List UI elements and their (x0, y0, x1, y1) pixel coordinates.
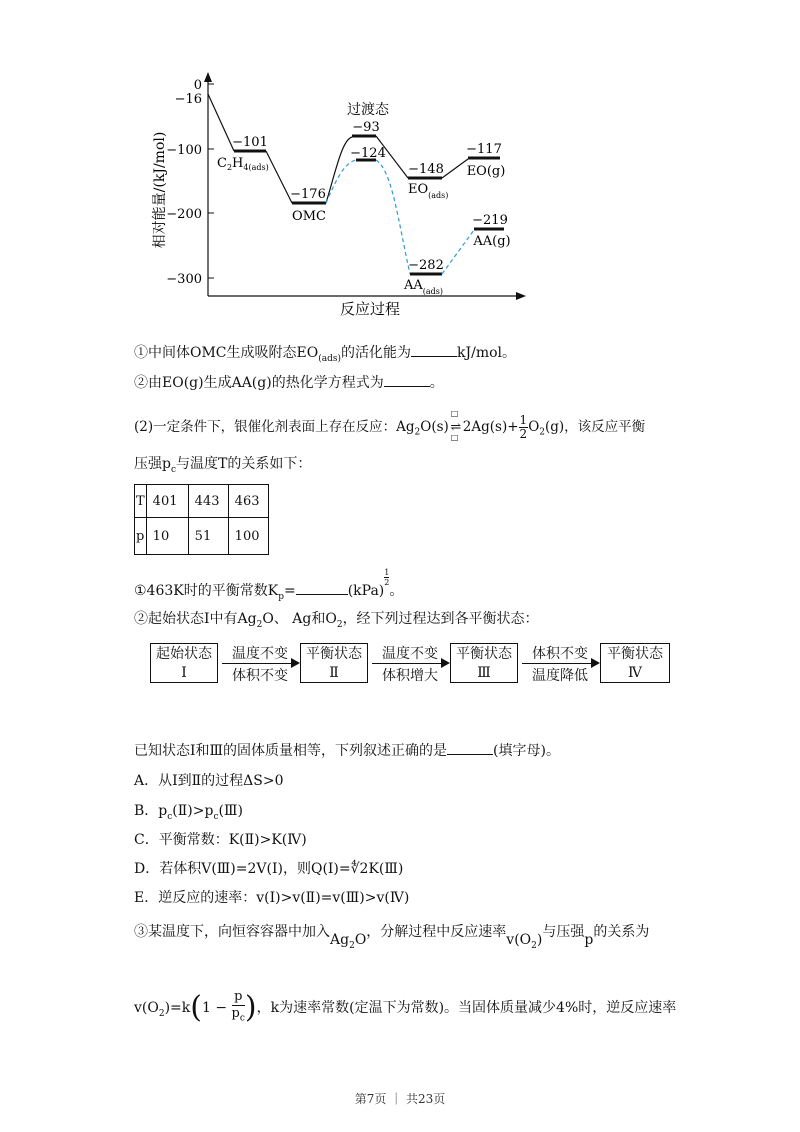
page-footer: 第7页 ｜ 共23页 (354, 1092, 446, 1106)
label-ts2-value: −124 (350, 146, 386, 161)
black-path-a (208, 94, 234, 151)
table-row: p 10 51 100 (135, 518, 269, 555)
arrow-1 (222, 663, 292, 664)
label-c2h4-name: $C_2H_{4(ads)}$ (217, 156, 269, 172)
label-ts1-value: −93 (352, 120, 380, 135)
exponent-half: $\frac{1}{2}$ (384, 568, 390, 587)
question-6: ③某温度下，向恒容容器中加入$Ag_2O$，分解过程中反应速率$v(O_2)$与压强p的关系为 (134, 924, 650, 951)
answer-blank-3[interactable] (296, 594, 348, 595)
x-axis-label: 反应过程 (339, 300, 401, 318)
label-transition: 过渡态 (347, 102, 389, 118)
blue-path-c (442, 230, 474, 274)
state-2-box: 平衡状态 Ⅱ (300, 643, 368, 683)
label-omc-value: −176 (290, 187, 326, 202)
arrow-3 (522, 663, 592, 664)
question-7: $v(O_2)=k(1$ − $\frac{p}{p_c}$ )，k为速率常数(定温下为常数)。当固体质量减少4%时，逆反应速率 (134, 989, 677, 1025)
option-d[interactable]: D．若体积V(Ⅲ)=2V(Ⅰ)，则Q(Ⅰ)=∜2K(Ⅲ) (134, 861, 404, 877)
arrow-3-top-label: 体积不变 (532, 646, 588, 662)
equilibrium-arrow: □ ⇌ □ (450, 409, 462, 442)
black-path-e (442, 159, 468, 178)
paren-left: ( (190, 990, 202, 1025)
label-aag-value: −219 (472, 213, 508, 228)
label-eoads-name: $EO_{(ads)}$ (408, 182, 449, 200)
question-1: ①中间体OMC生成吸附态$EO_{(ads)}$的活化能为 kJ/mol。 (134, 345, 517, 364)
label-eoads-value: −148 (408, 162, 444, 177)
label-aaads-value: −282 (408, 258, 444, 273)
ytick-0: 0 (193, 78, 202, 93)
arrow-3-bottom-label: 温度降低 (532, 668, 588, 684)
arrow-1-bottom-label: 体积不变 (232, 668, 288, 684)
option-c[interactable]: C．平衡常数：K(Ⅱ)>K(Ⅳ) (134, 832, 307, 848)
answer-blank-5[interactable] (447, 754, 493, 755)
x-axis-arrow (516, 292, 526, 300)
blue-path-a (326, 160, 356, 203)
option-e[interactable]: E．逆反应的速率：v(Ⅰ)>v(Ⅱ)=v(Ⅲ)>v(Ⅳ) (134, 890, 410, 906)
option-b[interactable]: B．$p_c(Ⅱ)>p_c(Ⅲ)$ (134, 803, 243, 822)
label-aaads-name: $AA_{(ads)}$ (404, 278, 444, 296)
state-4-box: 平衡状态 Ⅳ (600, 643, 670, 683)
answer-blank-2[interactable] (384, 386, 430, 387)
label-eog-name: EO(g) (466, 164, 506, 179)
arrow-1-top-label: 温度不变 (232, 646, 288, 662)
arrow-2 (372, 663, 442, 664)
y-axis-arrow (204, 72, 212, 82)
paragraph-2-line-1: (2)一定条件下，银催化剂表面上存在反应：$Ag_2O(s)$ □ ⇌ □ 2Ag(s)+ $\frac{1}{2}$ $O_2(g)$，该反应平衡 (134, 409, 646, 442)
state-3-box: 平衡状态 Ⅲ (450, 643, 518, 683)
question-4: ②起始状态Ⅰ中有$Ag_2O$、 Ag和$O_2$，经下列过程达到各平衡状态： (134, 611, 539, 630)
pressure-temperature-table (134, 484, 269, 555)
arrow-2-top-label: 温度不变 (382, 646, 438, 662)
fraction-p-pc: $\frac{p}{p_c}$ (231, 989, 245, 1024)
state-flow-diagram (150, 641, 670, 687)
ytick-200: −200 (166, 207, 202, 222)
label-aag-name: AA(g) (473, 234, 511, 249)
paren-right: ) (244, 990, 257, 1025)
question-5: 已知状态Ⅰ和Ⅲ的固体质量相等，下列叙述正确的是 (填字母)。 (134, 743, 560, 759)
question-3: ①463K时的平衡常数$K_p= (kPa)$ $\frac{1}{2}$ 。 (134, 568, 404, 602)
y-axis-label: 相对能量/(kJ/mol) (152, 131, 168, 249)
paragraph-2-line-2: 压强$p_c$与温度T的关系如下： (134, 456, 312, 475)
label-c2h4-value: −101 (232, 135, 268, 150)
answer-blank-1[interactable] (411, 356, 457, 357)
ytick-100: −100 (166, 143, 202, 158)
arrow-2-bottom-label: 体积增大 (382, 668, 438, 684)
ytick-300: −300 (166, 272, 202, 287)
fraction-half: $\frac{1}{2}$ (519, 413, 528, 441)
black-path-b (266, 151, 292, 203)
ytick-16: −16 (174, 92, 202, 107)
label-eog-value: −117 (466, 142, 502, 157)
blue-path-b (376, 160, 410, 274)
option-a[interactable]: A．从Ⅰ到Ⅱ的过程ΔS>0 (134, 773, 284, 789)
state-1-box: 起始状态 Ⅰ (150, 643, 218, 683)
label-omc-name: OMC (292, 209, 326, 224)
energy-diagram (140, 70, 540, 320)
table-row: T 401 443 463 (135, 485, 269, 518)
question-2: ②由EO(g)生成AA(g)的热化学方程式为 。 (134, 375, 444, 391)
